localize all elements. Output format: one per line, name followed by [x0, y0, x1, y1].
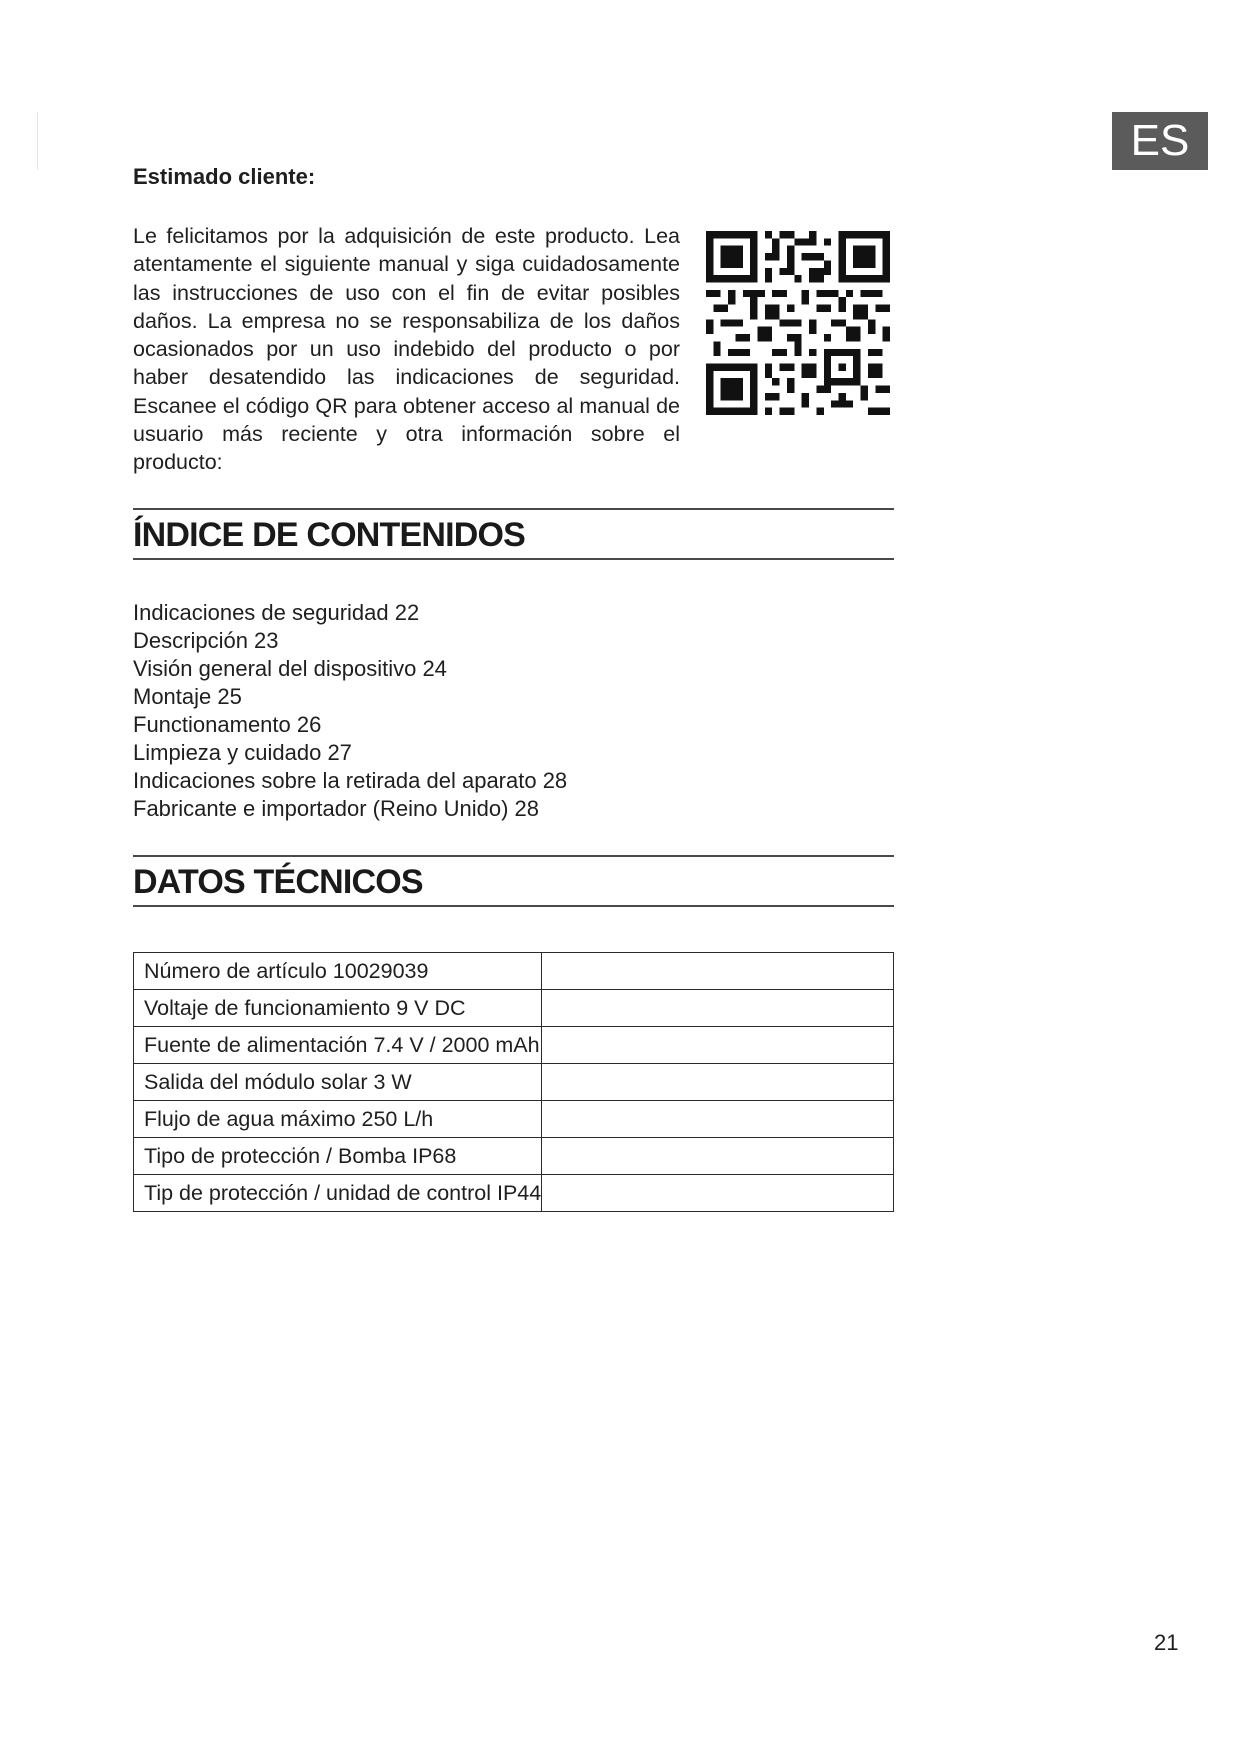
intro-paragraph: Le felicitamos por la adquisición de este producto. Lea atentamente el siguiente manual y siga cuidadosamente las instrucciones de uso con el fin de evitar posibles daños. La empresa no se responsabiliza de los daños ocasionados por un uso indebido del producto o por haber desatendido las indicaciones de seguridad. Escanee el código QR para obtener acceso al manual de usuario más reciente y otra información sobre el producto: [133, 224, 680, 475]
empty-cell [542, 1175, 894, 1212]
contents-rule-bottom [133, 558, 894, 560]
empty-cell [542, 990, 894, 1027]
toc-item: Indicaciones sobre la retirada del aparato 28 [133, 768, 568, 793]
technical-title: DATOS TÉCNICOS [133, 863, 423, 901]
table-row [134, 1138, 894, 1175]
empty-cell [542, 1027, 894, 1064]
table-row [134, 1175, 894, 1212]
margin-line [37, 112, 38, 170]
empty-cell [542, 1101, 894, 1138]
language-tab: ES [1112, 112, 1208, 170]
spec-cell: Número de artículo 10029039 [134, 953, 542, 990]
table-row [134, 1064, 894, 1101]
toc-item: Montaje 25 [133, 684, 242, 709]
toc-item: Functionamento 26 [133, 712, 322, 737]
technical-data-table [133, 952, 894, 1212]
spec-cell: Fuente de alimentación 7.4 V / 2000 mAh [134, 1027, 542, 1064]
technical-rule-bottom [133, 905, 894, 907]
spec-cell: Flujo de agua máximo 250 L/h [134, 1101, 542, 1138]
table-row [134, 1027, 894, 1064]
page-number: 21 [1154, 1630, 1179, 1655]
toc-item: Visión general del dispositivo 24 [133, 656, 447, 681]
greeting-heading: Estimado cliente: [133, 164, 316, 189]
qr-code-icon [706, 231, 890, 415]
table-row [134, 990, 894, 1027]
toc-item: Descripción 23 [133, 628, 279, 653]
table-row [134, 1101, 894, 1138]
spec-cell: Tip de protección / unidad de control IP44 [134, 1175, 542, 1212]
table-row [134, 953, 894, 990]
contents-rule-top [133, 508, 894, 510]
spec-cell: Tipo de protección / Bomba IP68 [134, 1138, 542, 1175]
toc-item: Limpieza y cuidado 27 [133, 740, 352, 765]
toc-item: Fabricante e importador (Reino Unido) 28 [133, 796, 539, 821]
empty-cell [542, 953, 894, 990]
table-of-contents [133, 599, 567, 823]
technical-rule-top [133, 855, 894, 857]
spec-cell: Salida del módulo solar 3 W [134, 1064, 542, 1101]
empty-cell [542, 1064, 894, 1101]
toc-item: Indicaciones de seguridad 22 [133, 600, 420, 625]
contents-title: ÍNDICE DE CONTENIDOS [133, 516, 526, 554]
spec-cell: Voltaje de funcionamiento 9 V DC [134, 990, 542, 1027]
empty-cell [542, 1138, 894, 1175]
